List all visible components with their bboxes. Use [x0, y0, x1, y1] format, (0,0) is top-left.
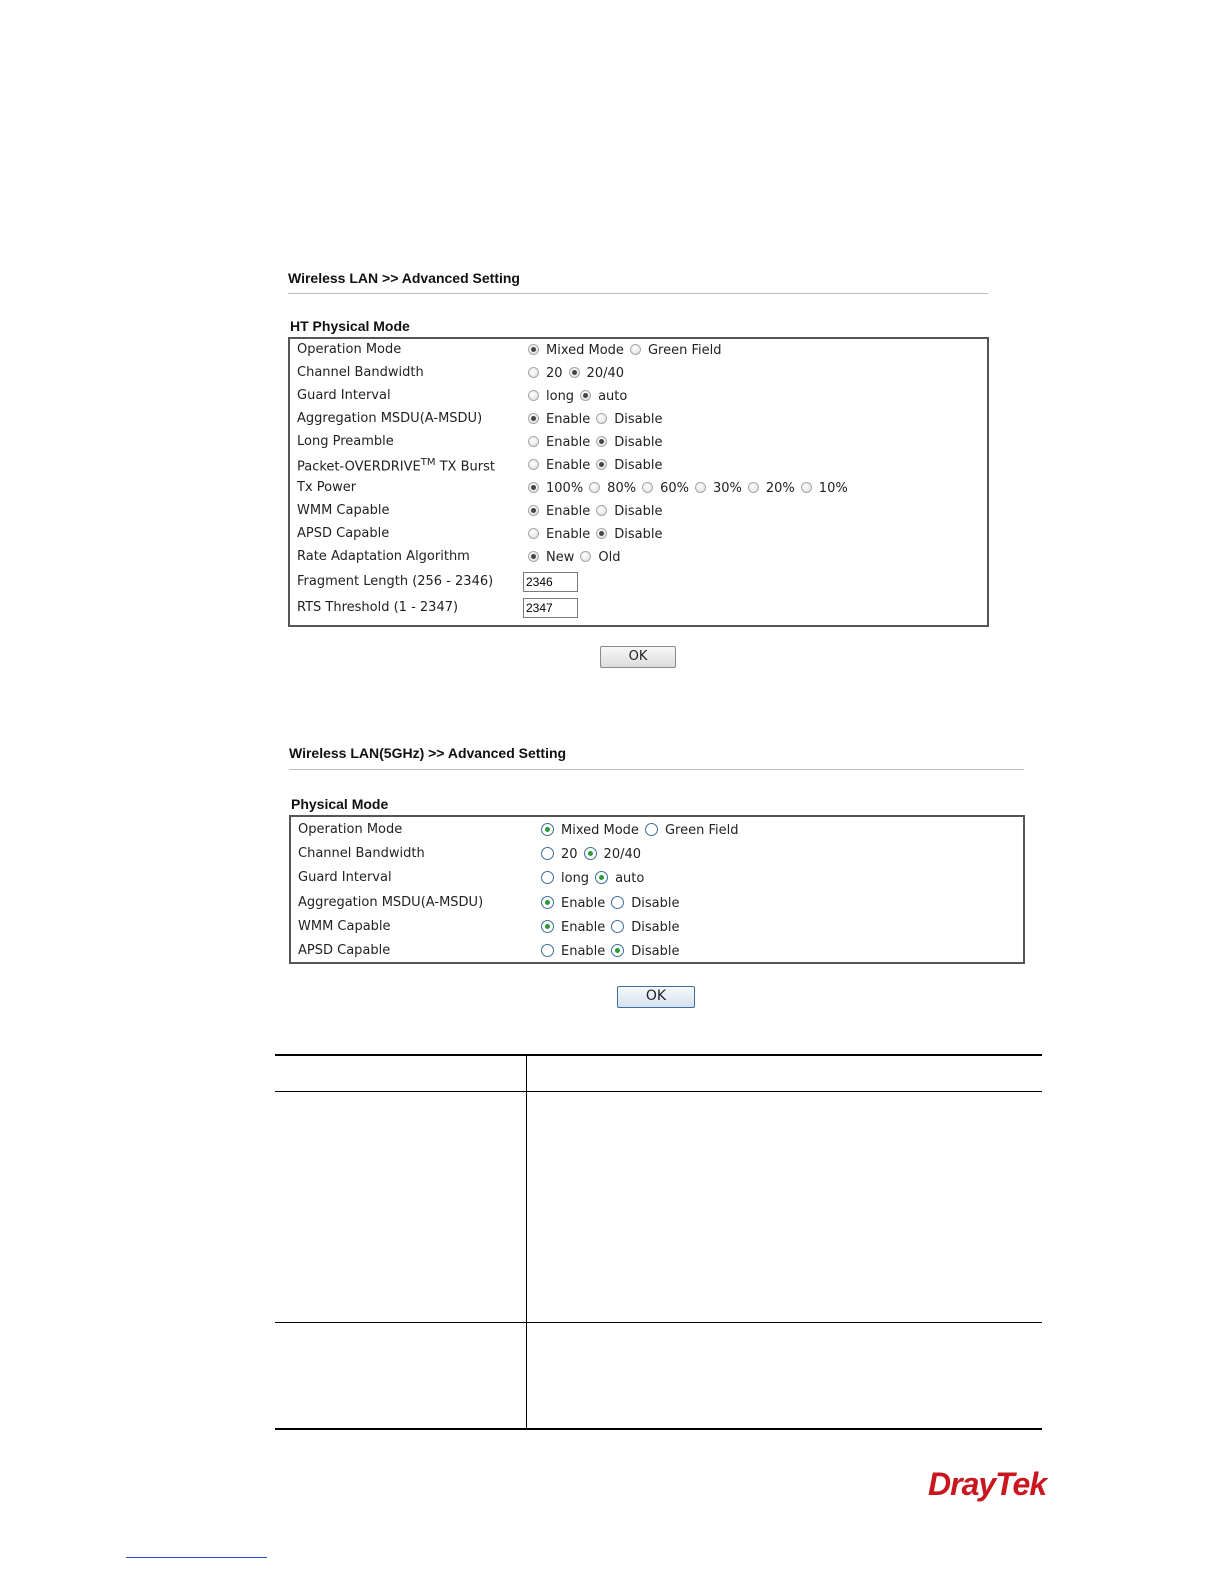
radio-checked-icon[interactable]	[528, 505, 539, 516]
radio-option-label: 20%	[765, 481, 795, 496]
radio-option[interactable]	[589, 481, 636, 496]
setting-label: Long Preamble	[297, 434, 394, 449]
panel2-title: Wireless LAN(5GHz) >> Advanced Setting	[289, 745, 567, 761]
setting-row	[291, 820, 1023, 842]
radio-checked-icon[interactable]	[541, 823, 554, 836]
radio-option-label: 10%	[818, 481, 848, 496]
radio-option-label: Old	[598, 550, 621, 565]
footer-link-underline[interactable]	[126, 1557, 267, 1558]
radio-unchecked-icon[interactable]	[801, 482, 812, 493]
setting-label: WMM Capable	[298, 918, 391, 934]
radio-unchecked-icon[interactable]	[630, 344, 641, 355]
radio-option-label: Enable	[546, 527, 591, 542]
radio-option-label: 30%	[712, 481, 742, 496]
radio-checked-icon[interactable]	[596, 528, 607, 539]
radio-option[interactable]	[528, 366, 563, 381]
radio-option-label: Disable	[614, 527, 663, 542]
setting-row	[291, 941, 1023, 963]
radio-unchecked-icon[interactable]	[596, 413, 607, 424]
radio-option[interactable]	[569, 366, 624, 381]
setting-label: Tx Power	[297, 480, 357, 495]
radio-option[interactable]	[528, 550, 574, 565]
trademark-sup: TM	[420, 457, 436, 468]
radio-checked-icon[interactable]	[541, 920, 554, 933]
setting-label: Operation Mode	[298, 822, 403, 837]
radio-option[interactable]	[541, 896, 605, 911]
setting-row	[290, 455, 987, 477]
radio-option-label: Mixed Mode	[561, 823, 639, 838]
radio-option[interactable]	[630, 343, 722, 358]
setting-label: WMM Capable	[297, 503, 390, 518]
radio-option[interactable]	[595, 871, 644, 886]
radio-option-label: Disable	[631, 919, 680, 935]
panel2-section-title: Physical Mode	[291, 796, 389, 812]
table-bottom-rule	[275, 1428, 1042, 1430]
radio-option[interactable]	[528, 389, 574, 404]
table-column-separator	[526, 1055, 527, 1429]
radio-option-label: Enable	[546, 412, 591, 427]
setting-row	[291, 868, 1023, 890]
radio-option[interactable]	[611, 944, 679, 959]
fragment-length-input[interactable]	[523, 572, 578, 592]
rts-threshold-label: RTS Threshold (1 - 2347)	[297, 600, 459, 615]
panel1-title: Wireless LAN >> Advanced Setting	[288, 270, 520, 286]
panel1-divider	[288, 293, 988, 294]
radio-checked-icon[interactable]	[611, 944, 624, 957]
radio-option-label: Disable	[614, 412, 663, 427]
radio-option[interactable]	[584, 847, 641, 862]
radio-unchecked-icon[interactable]	[580, 551, 591, 562]
radio-option[interactable]	[596, 527, 662, 542]
fragment-length-row	[290, 572, 987, 594]
radio-option-label: 20/40	[586, 366, 625, 381]
panel1-ok-button[interactable]: OK	[600, 646, 676, 668]
radio-option-label: Disable	[614, 458, 663, 473]
radio-option[interactable]	[541, 871, 589, 886]
setting-label: Operation Mode	[297, 342, 402, 357]
radio-option[interactable]	[642, 481, 689, 496]
panel1-settings-box	[288, 337, 989, 627]
setting-row	[290, 340, 987, 362]
radio-option-label: New	[546, 550, 575, 565]
table-header-rule	[275, 1091, 1042, 1092]
radio-unchecked-icon[interactable]	[528, 390, 539, 401]
radio-option-label: Mixed Mode	[546, 343, 624, 358]
radio-option-label: 80%	[607, 481, 637, 496]
radio-option[interactable]	[580, 550, 620, 565]
radio-checked-icon[interactable]	[541, 896, 554, 909]
setting-row	[290, 386, 987, 408]
radio-unchecked-icon[interactable]	[596, 505, 607, 516]
radio-option[interactable]	[611, 920, 679, 935]
setting-label: Aggregation MSDU(A-MSDU)	[298, 894, 484, 910]
radio-unchecked-icon[interactable]	[541, 871, 554, 884]
radio-option-label: auto	[615, 871, 645, 887]
radio-unchecked-icon[interactable]	[528, 459, 539, 470]
radio-option[interactable]	[528, 481, 583, 496]
rts-threshold-input[interactable]	[523, 598, 578, 618]
radio-unchecked-icon[interactable]	[541, 944, 554, 957]
radio-unchecked-icon[interactable]	[695, 482, 706, 493]
radio-option-label: 20/40	[603, 847, 642, 863]
radio-unchecked-icon[interactable]	[589, 482, 600, 493]
radio-option[interactable]	[528, 504, 590, 519]
radio-option[interactable]	[541, 847, 578, 862]
radio-option[interactable]	[528, 343, 624, 358]
table-row-rule	[275, 1322, 1042, 1323]
fragment-length-label: Fragment Length (256 - 2346)	[297, 574, 494, 589]
radio-option[interactable]	[528, 412, 590, 427]
setting-row	[290, 524, 987, 546]
setting-row	[290, 409, 987, 431]
radio-option-label: Enable	[546, 435, 591, 450]
setting-label: Rate Adaptation Algorithm	[297, 549, 470, 564]
radio-checked-icon[interactable]	[528, 551, 539, 562]
radio-checked-icon[interactable]	[584, 847, 597, 860]
radio-option-label: long	[561, 871, 590, 887]
radio-unchecked-icon[interactable]	[645, 823, 658, 836]
radio-option-label: 100%	[546, 481, 584, 496]
radio-unchecked-icon[interactable]	[611, 920, 624, 933]
setting-label: Guard Interval	[298, 870, 392, 886]
setting-label: Packet-OVERDRIVE™ TX Burst	[297, 457, 495, 475]
radio-option-label: Disable	[614, 435, 663, 450]
radio-option[interactable]	[695, 481, 742, 496]
radio-unchecked-icon[interactable]	[611, 896, 624, 909]
radio-unchecked-icon[interactable]	[528, 367, 539, 378]
radio-option-label: Green Field	[647, 343, 722, 358]
radio-option-label: Enable	[546, 504, 591, 519]
radio-option-label: Enable	[561, 919, 606, 935]
radio-option[interactable]	[596, 504, 662, 519]
radio-option-label: Disable	[614, 504, 663, 519]
draytek-logo: DrayTek	[928, 1466, 1047, 1502]
radio-option[interactable]	[645, 823, 739, 838]
radio-checked-icon[interactable]	[528, 482, 539, 493]
radio-option[interactable]	[596, 458, 662, 473]
radio-option-label: Green Field	[664, 823, 739, 838]
radio-unchecked-icon[interactable]	[642, 482, 653, 493]
setting-row	[290, 432, 987, 454]
radio-option-label: Disable	[631, 895, 680, 911]
setting-label: Channel Bandwidth	[297, 365, 424, 380]
radio-option[interactable]	[801, 481, 848, 496]
radio-option[interactable]	[748, 481, 795, 496]
radio-option[interactable]	[541, 823, 639, 838]
radio-checked-icon[interactable]	[580, 390, 591, 401]
radio-option-label: Enable	[561, 895, 606, 911]
setting-row	[291, 844, 1023, 866]
radio-option-label: 60%	[660, 481, 689, 496]
radio-option[interactable]	[580, 389, 627, 404]
radio-option[interactable]	[596, 435, 662, 450]
radio-option-label: long	[546, 389, 575, 404]
panel2-ok-button[interactable]: OK	[617, 986, 695, 1008]
setting-row	[290, 547, 987, 569]
setting-row	[290, 363, 987, 385]
radio-checked-icon[interactable]	[596, 436, 607, 447]
radio-checked-icon[interactable]	[596, 459, 607, 470]
radio-option-label: 20	[561, 847, 578, 863]
radio-option-label: auto	[598, 389, 628, 404]
radio-option-label: Disable	[631, 944, 680, 959]
setting-row	[291, 893, 1023, 915]
radio-unchecked-icon[interactable]	[528, 436, 539, 447]
radio-checked-icon[interactable]	[528, 344, 539, 355]
radio-option[interactable]	[596, 412, 662, 427]
radio-unchecked-icon[interactable]	[748, 482, 759, 493]
setting-label: Guard Interval	[297, 388, 391, 403]
panel1-section-title: HT Physical Mode	[290, 318, 410, 334]
radio-option-label: Enable	[561, 944, 606, 959]
setting-label: APSD Capable	[297, 526, 390, 541]
radio-checked-icon[interactable]	[595, 871, 608, 884]
setting-label: Aggregation MSDU(A-MSDU)	[297, 411, 483, 426]
setting-label: APSD Capable	[298, 943, 391, 958]
radio-option[interactable]	[611, 896, 679, 911]
radio-unchecked-icon[interactable]	[541, 847, 554, 860]
radio-option[interactable]	[541, 944, 605, 959]
radio-checked-icon[interactable]	[528, 413, 539, 424]
table-top-rule	[275, 1054, 1042, 1056]
setting-label: Channel Bandwidth	[298, 846, 425, 862]
setting-row	[291, 917, 1023, 939]
setting-row	[290, 501, 987, 523]
radio-option[interactable]	[528, 435, 590, 450]
panel2-divider	[289, 769, 1024, 770]
radio-option-label: 20	[546, 366, 563, 381]
radio-checked-icon[interactable]	[569, 367, 580, 378]
rts-threshold-row	[290, 598, 987, 620]
setting-row	[290, 478, 987, 500]
radio-option[interactable]	[541, 920, 605, 935]
radio-option-label: Enable	[546, 458, 591, 473]
radio-option[interactable]	[528, 527, 590, 542]
radio-unchecked-icon[interactable]	[528, 528, 539, 539]
panel2-settings-box	[289, 815, 1025, 964]
radio-option[interactable]	[528, 458, 590, 473]
